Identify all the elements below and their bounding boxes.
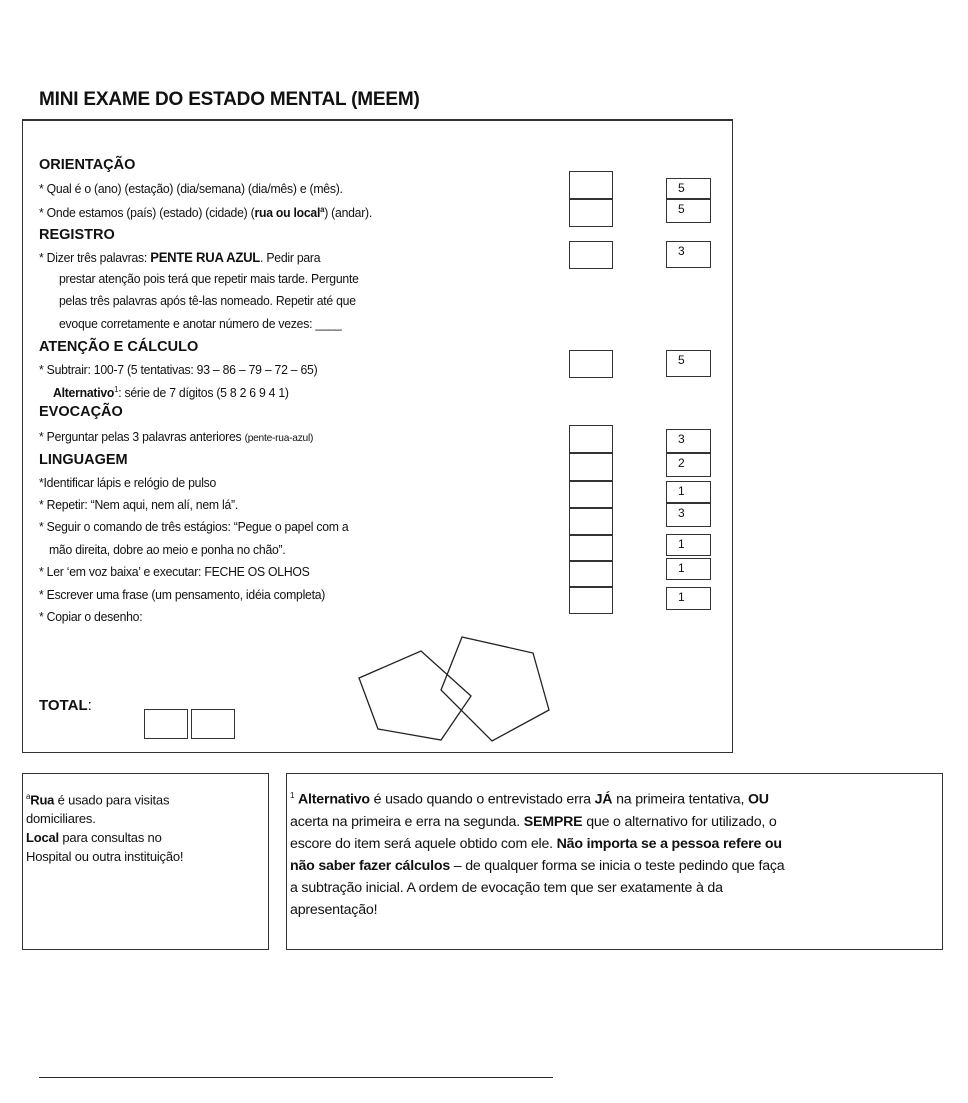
answer-cell[interactable] [569, 535, 613, 561]
max-score-cell: 3 [666, 241, 711, 268]
item-linguagem-3: * Seguir o comando de três estágios: “Pegue o papel com a [39, 520, 349, 534]
footnote-local-line2: Hospital ou outra instituição! [26, 849, 184, 865]
item-registro-4: evoque corretamente e anotar número de vezes: ____ [59, 317, 342, 331]
max-score-cell: 2 [666, 453, 711, 477]
section-linguagem: LINGUAGEM [39, 452, 128, 468]
item-registro-1: * Dizer três palavras: PENTE RUA AZUL. Pedir para [39, 250, 321, 265]
answer-cell[interactable] [569, 199, 613, 227]
section-atencao: ATENÇÃO E CÁLCULO [39, 339, 199, 355]
max-score-cell: 1 [666, 587, 711, 610]
answer-cell[interactable] [569, 241, 613, 269]
item-atencao-2: Alternativo$^1$: série de 7 dígitos (5 8 2 6 9 4 1) [53, 385, 289, 401]
item-orientacao-lugar: * Onde estamos (país) (estado) (cidade) (rua ou local$^a$) (andar). [39, 205, 373, 221]
item-linguagem-7: * Copiar o desenho: [39, 610, 143, 624]
footnote-alternativo [286, 773, 943, 950]
item-linguagem-1: *Identificar lápis e relógio de pulso [39, 476, 217, 490]
footnote-alt-line1: $^1$ Alternativo é usado quando o entrevistado erra JÁ na primeira tentativa, OU [290, 791, 769, 808]
footnote-rua-local [22, 773, 269, 950]
footnote-alt-line3: escore do item será aquele obtido com ele. Não importa se a pessoa refere ou [290, 835, 782, 852]
pentagon-right [441, 637, 549, 741]
answer-cell[interactable] [569, 481, 613, 508]
footnote-alt-line2: acerta na primeira e erra na segunda. SEMPRE que o alternativo for utilizado, o [290, 813, 777, 830]
answer-cell[interactable] [569, 171, 613, 199]
item-linguagem-4: mão direita, dobre ao meio e ponha no chão”. [49, 543, 286, 557]
max-score-cell: 5 [666, 178, 711, 199]
max-score-cell: 5 [666, 350, 711, 377]
answer-cell[interactable] [569, 350, 613, 378]
answer-cell[interactable] [569, 425, 613, 453]
item-atencao-1: * Subtrair: 100-7 (5 tentativas: 93 – 86 – 79 – 72 – 65) [39, 363, 318, 377]
item-evocacao: * Perguntar pelas 3 palavras anteriores (pente-rua-azul) [39, 430, 314, 444]
intersecting-pentagons-drawing [350, 630, 560, 745]
max-score-cell: 1 [666, 534, 711, 556]
item-linguagem-5: * Ler ‘em voz baixa’ e executar: FECHE OS OLHOS [39, 565, 310, 579]
max-score-cell: 5 [666, 199, 711, 223]
answer-cell[interactable] [569, 453, 613, 481]
footnote-local-line1: Local para consultas no [26, 830, 162, 846]
item-linguagem-2: * Repetir: “Nem aqui, nem alí, nem lá”. [39, 498, 238, 512]
max-score-cell: 3 [666, 429, 711, 453]
section-orientacao: ORIENTAÇÃO [39, 157, 136, 173]
total-cell-2[interactable] [191, 709, 235, 739]
total-cell-1[interactable] [144, 709, 188, 739]
answer-cell[interactable] [569, 561, 613, 587]
max-score-cell: 1 [666, 558, 711, 580]
section-registro: REGISTRO [39, 227, 115, 243]
max-score-cell: 3 [666, 503, 711, 527]
page-title: MINI EXAME DO ESTADO MENTAL (MEEM) [39, 89, 420, 110]
answer-cell[interactable] [569, 587, 613, 614]
section-evocacao: EVOCAÇÃO [39, 404, 123, 420]
footnote-rua-line2: domiciliares. [26, 811, 96, 827]
footnote-alt-line6: apresentação! [290, 901, 378, 918]
max-score-cell: 1 [666, 481, 711, 503]
answer-cell[interactable] [569, 508, 613, 535]
item-linguagem-6: * Escrever uma frase (um pensamento, idéia completa) [39, 588, 326, 602]
item-orientacao-tempo: * Qual é o (ano) (estação) (dia/semana) (dia/mês) e (mês). [39, 182, 343, 196]
footnote-separator [39, 1077, 553, 1078]
total-label: TOTAL: [39, 697, 92, 714]
footnote-alt-line4: não saber fazer cálculos – de qualquer forma se inicia o teste pedindo que faça [290, 857, 785, 874]
item-registro-2: prestar atenção pois terá que repetir mais tarde. Pergunte [59, 272, 359, 286]
footnote-rua-line1: $^a$Rua é usado para visitas [26, 792, 170, 808]
footnote-alt-line5: a subtração inicial. A ordem de evocação tem que ser exatamente à da [290, 879, 723, 896]
pentagon-left [359, 651, 471, 740]
item-registro-3: pelas três palavras após tê-las nomeado. Repetir até que [59, 294, 356, 308]
